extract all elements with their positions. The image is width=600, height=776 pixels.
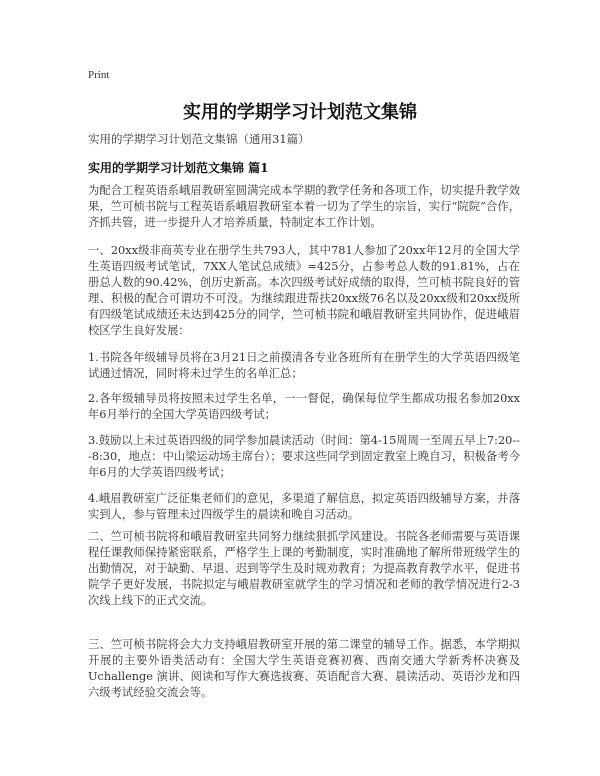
section-heading: 实用的学期学习计划范文集锦 篇1: [88, 161, 269, 175]
paragraph-part-three: 三、竺可桢书院将会大力支持峨眉教研室开展的第二课堂的辅导工作。据悉，本学期拟开展的主要外语类活动有：全国大学生英语竞赛初赛、西南交通大学新秀杯决赛及Uchallenge 演讲、阅读和写作大赛选拔赛、英语配音大赛、晨读活动、英语沙龙和四六级考试经验交流会等。: [88, 638, 520, 699]
document-subtitle: 实用的学期学习计划范文集锦（通用31篇）: [88, 132, 310, 146]
print-label[interactable]: Print: [88, 69, 110, 81]
paragraph-item-4: 4.峨眉教研室广泛征集老师们的意见，多渠道了解信息，拟定英语四级辅导方案，并落实到人，参与管理未过四级学生的晨读和晚自习活动。: [88, 492, 520, 521]
document-title: 实用的学期学习计划范文集锦: [183, 102, 417, 123]
paragraph-intro: 为配合工程英语系峨眉教研室圆满完成本学期的教学任务和各项工作，切实提升教学效果，竺可桢书院与工程英语系峨眉教研室本着一切为了学生的宗旨，实行“院院”合作，齐抓共管，进一步提升人才培养质量，特制定本工作计划。: [88, 184, 520, 229]
paragraph-part-two: 二、竺可桢书院将和峨眉教研室共同努力继续狠抓学风建设。书院各老师需要与英语课程任课教师保持紧密联系，严格学生上课的考勤制度，实时准确地了解所带班级学生的出勤情况，对于缺勤、早退、迟到等学生及时规劝教育；为提高教育教学水平，促进书院学子更好发展，书院拟定与峨眉教研室就学生的学习情况和老师的教学情况进行2-3次线上线下的正式交流。: [88, 530, 520, 607]
paragraph-part-one: 一、20xx级非商英专业在册学生共793人，其中781人参加了20xx年12月的全国大学生英语四级考试笔试，7XX人笔试总成绩》=425分，占参考总人数的91.81%，占在册总人数的90.42%，创历史新高。本次四级考试好成绩的取得，竺可桢书院良好的管理、积极的配合可谓功不可没。为继续跟进帮扶20xx级76名以及20xx级和20xx级所有四级笔试成绩还未达到425分的同学，竺可桢书院和峨眉教研室共同协作，促进峨眉校区学生良好发展：: [88, 244, 520, 337]
paragraph-item-3: 3.鼓励以上未过英语四级的同学参加晨读活动（时间：第4-15周周一至周五早上7:20---8:30，地点：中山梁运动场主席台）；要求这些同学到固定教室上晚自习，积极备考今年6月的大学英语四级考试；: [88, 434, 520, 479]
paragraph-item-2: 2.各年级辅导员将按照未过学生名单，一一督促，确保每位学生都成功报名参加20xx年6月举行的全国大学英语四级考试；: [88, 392, 520, 421]
paragraph-item-1: 1.书院各年级辅导员将在3月21日之前摸清各专业各班所有在册学生的大学英语四级笔试通过情况，同时将未过学生的名单汇总；: [88, 351, 520, 380]
